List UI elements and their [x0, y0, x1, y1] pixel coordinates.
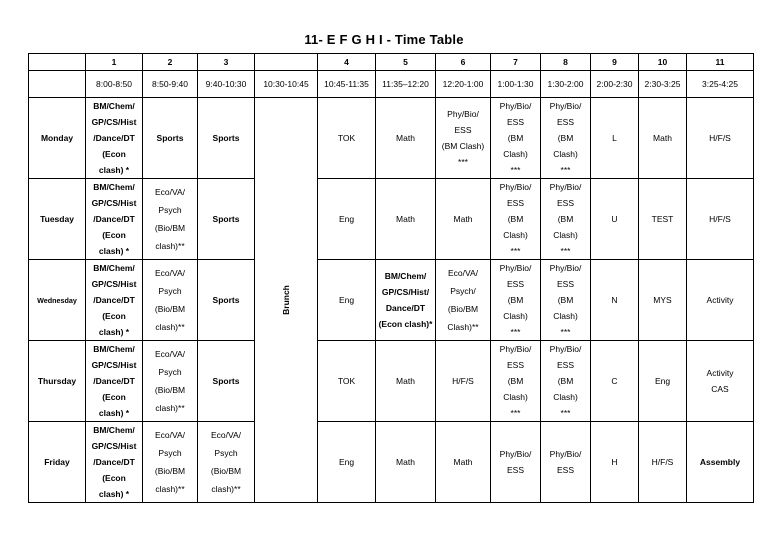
- break-header-blank: [255, 54, 318, 71]
- schedule-cell: Math: [376, 341, 436, 422]
- schedule-cell: BM/Chem/ GP/CS/Hist /Dance/DT (Econ clash) *: [86, 179, 143, 260]
- schedule-cell: Assembly: [687, 422, 754, 503]
- schedule-cell: N: [591, 260, 639, 341]
- schedule-cell: C: [591, 341, 639, 422]
- schedule-cell: Phy/Bio/ ESS: [491, 422, 541, 503]
- schedule-cell: Phy/Bio/ ESS (BM Clash) ***: [541, 179, 591, 260]
- period-number: 5: [376, 54, 436, 71]
- schedule-cell: Activity CAS: [687, 341, 754, 422]
- schedule-cell: Eco/VA/ Psych/ (Bio/BM Clash)**: [436, 260, 491, 341]
- period-number: 2: [143, 54, 198, 71]
- schedule-cell: Eco/VA/ Psych (Bio/BM clash)**: [143, 341, 198, 422]
- time-slot: 3:25-4:25: [687, 71, 754, 98]
- schedule-cell: Eng: [318, 260, 376, 341]
- schedule-cell: Phy/Bio/ ESS (BM Clash) ***: [491, 98, 541, 179]
- time-slot: 1:30-2:00: [541, 71, 591, 98]
- timetable-title: 11- E F G H I - Time Table: [304, 32, 464, 47]
- time-slot: 9:40-10:30: [198, 71, 255, 98]
- schedule-cell: Phy/Bio/ ESS (BM Clash) ***: [491, 260, 541, 341]
- timetable: [28, 53, 754, 503]
- schedule-cell: Math: [639, 98, 687, 179]
- time-slot: 2:30-3:25: [639, 71, 687, 98]
- period-number-row: [29, 54, 754, 71]
- schedule-cell: Math: [376, 98, 436, 179]
- time-slot-row: [29, 71, 754, 98]
- schedule-cell: Phy/Bio/ ESS: [541, 422, 591, 503]
- schedule-cell: Phy/Bio/ ESS (BM Clash) ***: [491, 341, 541, 422]
- schedule-cell: H/F/S: [687, 98, 754, 179]
- period-number: 11: [687, 54, 754, 71]
- schedule-cell: Sports: [198, 98, 255, 179]
- schedule-cell: Math: [436, 179, 491, 260]
- period-number: 6: [436, 54, 491, 71]
- schedule-cell: BM/Chem/ GP/CS/Hist /Dance/DT (Econ clash) *: [86, 260, 143, 341]
- day-label: Thursday: [29, 341, 86, 422]
- day-row-thursday: [29, 341, 754, 422]
- period-number: 4: [318, 54, 376, 71]
- time-slot: 10:45-11:35: [318, 71, 376, 98]
- schedule-cell: Eco/VA/ Psych (Bio/BM clash)**: [143, 422, 198, 503]
- period-number: 10: [639, 54, 687, 71]
- schedule-cell: Math: [436, 422, 491, 503]
- schedule-cell: Eng: [318, 179, 376, 260]
- schedule-cell: Phy/Bio/ ESS (BM Clash) ***: [436, 98, 491, 179]
- time-slot: 8:50-9:40: [143, 71, 198, 98]
- schedule-cell: L: [591, 98, 639, 179]
- schedule-cell: Phy/Bio/ ESS (BM Clash) ***: [541, 341, 591, 422]
- schedule-cell: Eco/VA/ Psych (Bio/BM clash)**: [143, 260, 198, 341]
- schedule-cell: BM/Chem/ GP/CS/Hist/ Dance/DT (Econ clash)*: [376, 260, 436, 341]
- schedule-cell: Sports: [143, 98, 198, 179]
- schedule-cell: H: [591, 422, 639, 503]
- schedule-cell: U: [591, 179, 639, 260]
- brunch-cell: [255, 98, 318, 503]
- brunch-label: Brunch: [281, 285, 291, 315]
- day-label: Wednesday: [29, 260, 86, 341]
- schedule-cell: Phy/Bio/ ESS (BM Clash) ***: [541, 98, 591, 179]
- schedule-cell: MYS: [639, 260, 687, 341]
- corner-cell: [29, 71, 86, 98]
- schedule-cell: BM/Chem/ GP/CS/Hist /Dance/DT (Econ clash) *: [86, 422, 143, 503]
- schedule-cell: TOK: [318, 98, 376, 179]
- time-slot: 10:30-10:45: [255, 71, 318, 98]
- schedule-cell: H/F/S: [436, 341, 491, 422]
- schedule-cell: Sports: [198, 260, 255, 341]
- period-number: 9: [591, 54, 639, 71]
- time-slot: 2:00-2:30: [591, 71, 639, 98]
- day-label: Monday: [29, 98, 86, 179]
- schedule-cell: TOK: [318, 341, 376, 422]
- schedule-cell: H/F/S: [639, 422, 687, 503]
- day-row-wednesday: [29, 260, 754, 341]
- schedule-cell: Eng: [318, 422, 376, 503]
- schedule-cell: Eng: [639, 341, 687, 422]
- schedule-cell: Sports: [198, 179, 255, 260]
- time-slot: 11:35–12:20: [376, 71, 436, 98]
- schedule-cell: Sports: [198, 341, 255, 422]
- schedule-cell: BM/Chem/ GP/CS/Hist /Dance/DT (Econ clash) *: [86, 98, 143, 179]
- schedule-cell: Eco/VA/ Psych (Bio/BM clash)**: [198, 422, 255, 503]
- day-label: Tuesday: [29, 179, 86, 260]
- period-number: 8: [541, 54, 591, 71]
- corner-cell: [29, 54, 86, 71]
- schedule-cell: H/F/S: [687, 179, 754, 260]
- time-slot: 12:20-1:00: [436, 71, 491, 98]
- schedule-cell: BM/Chem/ GP/CS/Hist /Dance/DT (Econ clash) *: [86, 341, 143, 422]
- time-slot: 1:00-1:30: [491, 71, 541, 98]
- schedule-cell: Math: [376, 422, 436, 503]
- period-number: 1: [86, 54, 143, 71]
- day-label: Friday: [29, 422, 86, 503]
- schedule-cell: Math: [376, 179, 436, 260]
- schedule-cell: Phy/Bio/ ESS (BM Clash) ***: [491, 179, 541, 260]
- day-row-friday: [29, 422, 754, 503]
- schedule-cell: Phy/Bio/ ESS (BM Clash) ***: [541, 260, 591, 341]
- time-slot: 8:00-8:50: [86, 71, 143, 98]
- period-number: 3: [198, 54, 255, 71]
- period-number: 7: [491, 54, 541, 71]
- schedule-cell: Eco/VA/ Psych (Bio/BM clash)**: [143, 179, 198, 260]
- schedule-cell: TEST: [639, 179, 687, 260]
- day-row-monday: [29, 98, 754, 179]
- day-row-tuesday: [29, 179, 754, 260]
- schedule-cell: Activity: [687, 260, 754, 341]
